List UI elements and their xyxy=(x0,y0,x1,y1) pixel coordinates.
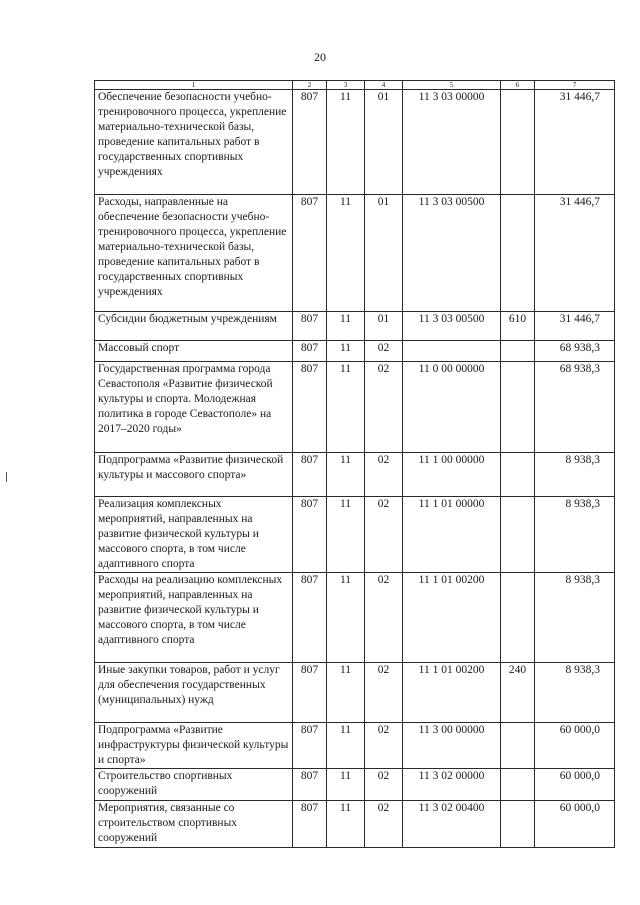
column-number-6: 6 xyxy=(501,81,535,90)
amount: 8 938,3 xyxy=(535,573,615,663)
subsection-code: 02 xyxy=(365,801,403,848)
section-code: 11 xyxy=(327,195,365,312)
amount: 68 938,3 xyxy=(535,341,615,362)
expense-type-code xyxy=(501,801,535,848)
subsection-code: 02 xyxy=(365,362,403,453)
expense-type-code xyxy=(501,341,535,362)
expense-type-code xyxy=(501,195,535,312)
target-article-code: 11 3 03 00000 xyxy=(403,90,501,195)
item-name: Реализация комплексных мероприятий, направленных на развитие физической культуры и массового спорта, в том числе адаптивного спорта xyxy=(95,497,293,573)
expense-type-code xyxy=(501,723,535,769)
section-code: 11 xyxy=(327,341,365,362)
item-name: Расходы на реализацию комплексных мероприятий, направленных на развитие физической культуры и массового спорта, в том числе адаптивного спорта xyxy=(95,573,293,663)
column-number-2: 2 xyxy=(293,81,327,90)
section-code: 11 xyxy=(327,723,365,769)
table-row xyxy=(95,573,615,663)
item-name: Строительство спортивных сооружений xyxy=(95,769,293,801)
item-name: Мероприятия, связанные со строительством спортивных сооружений xyxy=(95,801,293,848)
section-code: 11 xyxy=(327,453,365,497)
expense-type-code xyxy=(501,573,535,663)
amount: 31 446,7 xyxy=(535,312,615,341)
table-row xyxy=(95,195,615,312)
grbs-code: 807 xyxy=(293,663,327,723)
grbs-code: 807 xyxy=(293,497,327,573)
table-row xyxy=(95,453,615,497)
page-number: 20 xyxy=(314,50,326,64)
table-row xyxy=(95,90,615,195)
column-number-4: 4 xyxy=(365,81,403,90)
table-row xyxy=(95,663,615,723)
column-number-1: 1 xyxy=(95,81,293,90)
subsection-code: 01 xyxy=(365,195,403,312)
grbs-code: 807 xyxy=(293,573,327,663)
budget-table xyxy=(94,80,615,848)
item-name: Обеспечение безопасности учебно-тренировочного процесса, укрепление материально-технической базы, проведение капитальных работ в государственных спортивных учреждениях xyxy=(95,90,293,195)
grbs-code: 807 xyxy=(293,341,327,362)
grbs-code: 807 xyxy=(293,195,327,312)
table-row xyxy=(95,312,615,341)
item-name: Иные закупки товаров, работ и услуг для обеспечения государственных (муниципальных) нужд xyxy=(95,663,293,723)
target-article-code: 11 0 00 00000 xyxy=(403,362,501,453)
amount: 68 938,3 xyxy=(535,362,615,453)
amount: 60 000,0 xyxy=(535,801,615,848)
target-article-code: 11 1 01 00200 xyxy=(403,573,501,663)
table-header-row xyxy=(95,81,615,90)
item-name: Массовый спорт xyxy=(95,341,293,362)
grbs-code: 807 xyxy=(293,769,327,801)
amount: 60 000,0 xyxy=(535,723,615,769)
target-article-code: 11 1 01 00200 xyxy=(403,663,501,723)
item-name: Государственная программа города Севастополя «Развитие физической культуры и спорта. Молодежная политика в городе Севастополе» на 2017–2020 годы» xyxy=(95,362,293,453)
item-name: Субсидии бюджетным учреждениям xyxy=(95,312,293,341)
expense-type-code xyxy=(501,90,535,195)
subsection-code: 02 xyxy=(365,341,403,362)
target-article-code: 11 3 00 00000 xyxy=(403,723,501,769)
grbs-code: 807 xyxy=(293,801,327,848)
amount: 60 000,0 xyxy=(535,769,615,801)
grbs-code: 807 xyxy=(293,453,327,497)
column-number-5: 5 xyxy=(403,81,501,90)
expense-type-code: 240 xyxy=(501,663,535,723)
table-row xyxy=(95,723,615,769)
table-row xyxy=(95,769,615,801)
section-code: 11 xyxy=(327,663,365,723)
subsection-code: 01 xyxy=(365,90,403,195)
item-name: Расходы, направленные на обеспечение безопасности учебно-тренировочного процесса, укрепление материально-технической базы, проведение капитальных работ в государственных спортивных учреждениях xyxy=(95,195,293,312)
subsection-code: 02 xyxy=(365,453,403,497)
section-code: 11 xyxy=(327,573,365,663)
column-number-7: 7 xyxy=(535,81,615,90)
grbs-code: 807 xyxy=(293,312,327,341)
section-code: 11 xyxy=(327,312,365,341)
table-row xyxy=(95,362,615,453)
table-row xyxy=(95,341,615,362)
grbs-code: 807 xyxy=(293,90,327,195)
grbs-code: 807 xyxy=(293,723,327,769)
subsection-code: 02 xyxy=(365,497,403,573)
subsection-code: 01 xyxy=(365,312,403,341)
amount: 8 938,3 xyxy=(535,453,615,497)
amount: 8 938,3 xyxy=(535,497,615,573)
column-number-3: 3 xyxy=(327,81,365,90)
target-article-code: 11 3 02 00000 xyxy=(403,769,501,801)
subsection-code: 02 xyxy=(365,723,403,769)
amount: 31 446,7 xyxy=(535,90,615,195)
expense-type-code xyxy=(501,769,535,801)
expense-type-code xyxy=(501,497,535,573)
target-article-code: 11 3 03 00500 xyxy=(403,312,501,341)
item-name: Подпрограмма «Развитие инфраструктуры физической культуры и спорта» xyxy=(95,723,293,769)
subsection-code: 02 xyxy=(365,769,403,801)
amount: 8 938,3 xyxy=(535,663,615,723)
margin-mark xyxy=(6,472,7,482)
target-article-code: 11 1 00 00000 xyxy=(403,453,501,497)
table-row xyxy=(95,497,615,573)
target-article-code xyxy=(403,341,501,362)
table-row xyxy=(95,801,615,848)
expense-type-code xyxy=(501,453,535,497)
section-code: 11 xyxy=(327,90,365,195)
subsection-code: 02 xyxy=(365,663,403,723)
subsection-code: 02 xyxy=(365,573,403,663)
section-code: 11 xyxy=(327,362,365,453)
grbs-code: 807 xyxy=(293,362,327,453)
amount: 31 446,7 xyxy=(535,195,615,312)
target-article-code: 11 3 03 00500 xyxy=(403,195,501,312)
section-code: 11 xyxy=(327,801,365,848)
section-code: 11 xyxy=(327,769,365,801)
expense-type-code xyxy=(501,362,535,453)
expense-type-code: 610 xyxy=(501,312,535,341)
item-name: Подпрограмма «Развитие физической культуры и массового спорта» xyxy=(95,453,293,497)
target-article-code: 11 1 01 00000 xyxy=(403,497,501,573)
section-code: 11 xyxy=(327,497,365,573)
target-article-code: 11 3 02 00400 xyxy=(403,801,501,848)
